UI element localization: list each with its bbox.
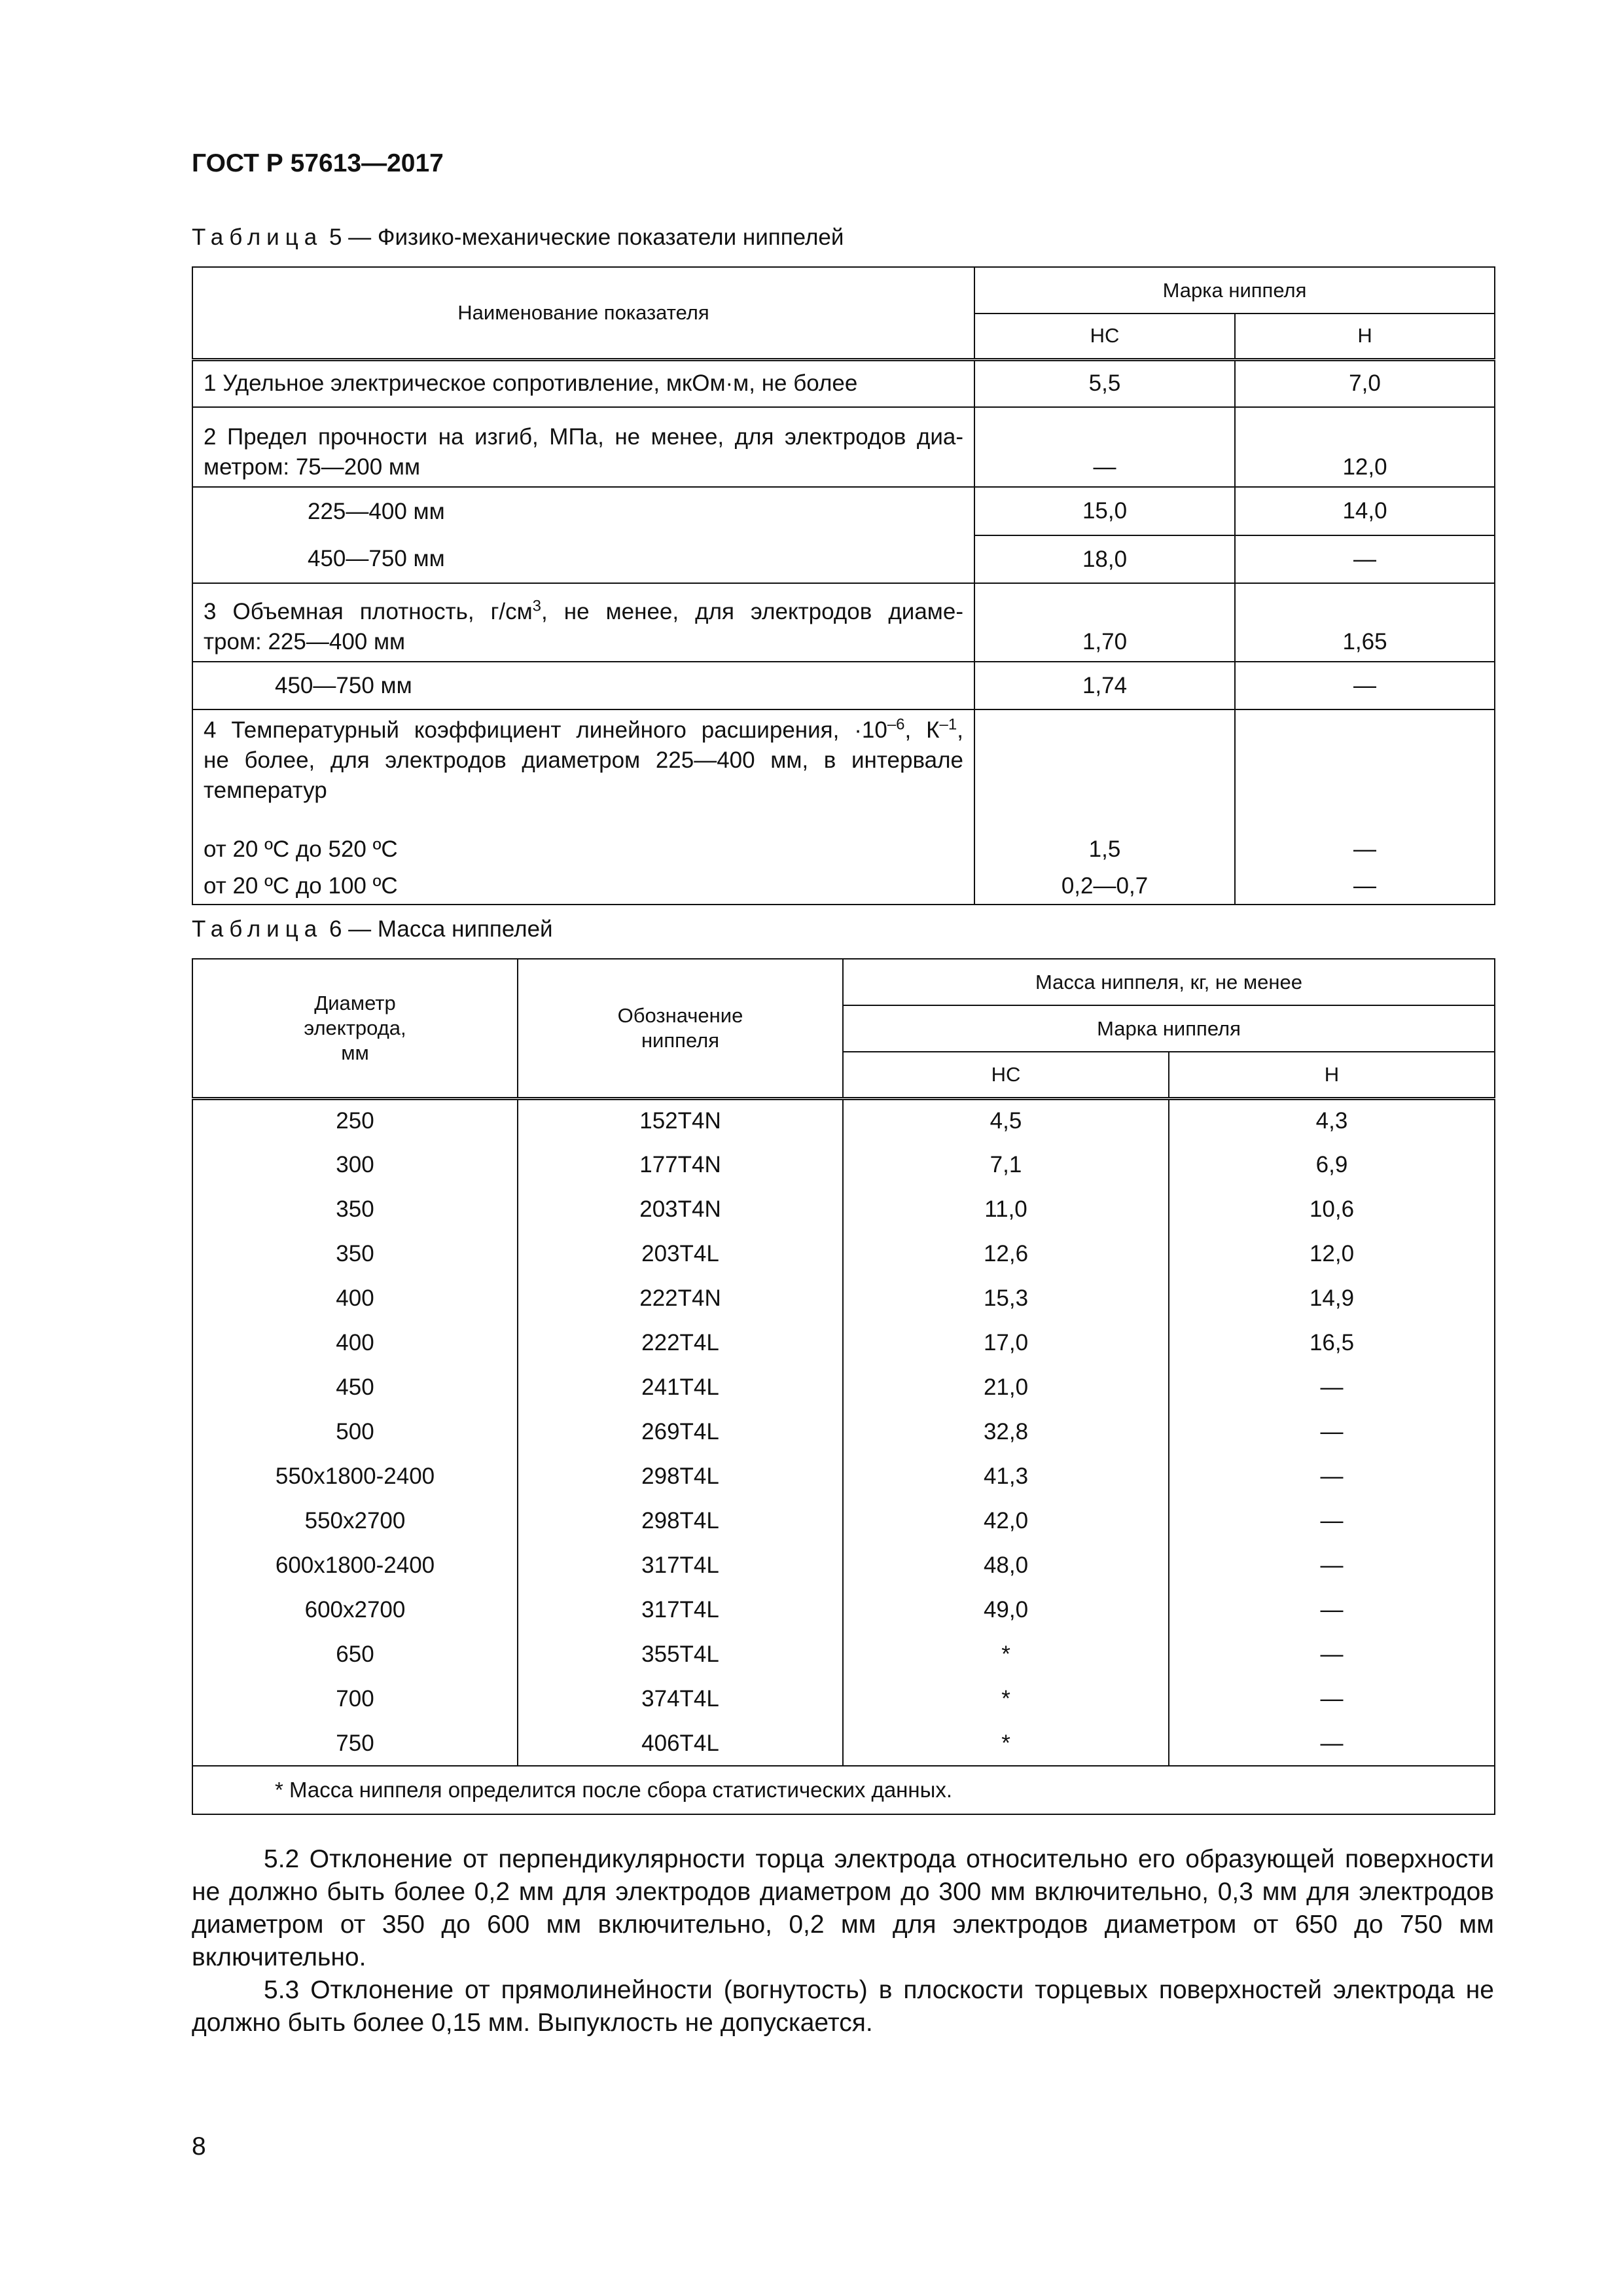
- table-row: [192, 1721, 1495, 1766]
- diameter-cell: 700: [192, 1677, 518, 1721]
- table-row: [192, 1632, 1495, 1677]
- table5-row: [192, 831, 1495, 868]
- designation-cell: 298T4L: [518, 1499, 843, 1543]
- table5-row4-nc-empty: [974, 709, 1235, 831]
- table5-row3-label: [192, 583, 974, 662]
- paragraph-5-2: [192, 1843, 1494, 1974]
- mass-n-cell: 4,3: [1169, 1098, 1495, 1143]
- table6-caption-title: 6 — Масса ниппелей: [323, 916, 553, 942]
- table-row: [192, 1187, 1495, 1232]
- table5-row: [192, 868, 1495, 905]
- table5-row1-label: 1 Удельное электрическое сопротивление, мкОм·м, не более: [192, 359, 974, 407]
- table-row: [192, 1499, 1495, 1543]
- table-row: [192, 1588, 1495, 1632]
- table5-row4-line2: не более, для электродов диаметром 225—400 мм, в интервале: [204, 747, 963, 773]
- table5-row2-sub2-label: 450—750 мм: [192, 535, 974, 583]
- mass-nc-cell: *: [843, 1721, 1169, 1766]
- diameter-cell: 400: [192, 1321, 518, 1365]
- table5-row: [192, 487, 1495, 535]
- table5-row2-nc: —: [974, 407, 1235, 487]
- designation-cell: 355T4L: [518, 1632, 843, 1677]
- diameter-cell: 300: [192, 1143, 518, 1187]
- table5-row4-n-empty: [1235, 709, 1495, 831]
- mass-nc-cell: 17,0: [843, 1321, 1169, 1365]
- table5-row2-sub1-nc: 15,0: [974, 487, 1235, 535]
- table-row: [192, 1098, 1495, 1143]
- diameter-cell: 550x1800-2400: [192, 1454, 518, 1499]
- designation-cell: 374T4L: [518, 1677, 843, 1721]
- table-row: [192, 1232, 1495, 1276]
- paragraph-5-3-text: 5.3 Отклонение от прямолинейности (вогнутость) в плоскости торцевых поверхностей электрода не должно быть более 0,15 мм. Выпуклость не допускается.: [192, 1976, 1494, 2037]
- mass-nc-cell: 15,3: [843, 1276, 1169, 1321]
- table6-col-designation: [518, 959, 843, 1098]
- designation-cell: 152T4N: [518, 1098, 843, 1143]
- mass-nc-cell: 42,0: [843, 1499, 1169, 1543]
- table6: [192, 958, 1495, 1815]
- table5-row2-label: [192, 407, 974, 487]
- table5-row3-line1: [204, 597, 963, 627]
- mass-n-cell: 6,9: [1169, 1143, 1495, 1187]
- mass-n-cell: 10,6: [1169, 1187, 1495, 1232]
- designation-cell: 203T4L: [518, 1232, 843, 1276]
- diameter-cell: 500: [192, 1410, 518, 1454]
- table5-row1-n: 7,0: [1235, 359, 1495, 407]
- standard-header: ГОСТ Р 57613—2017: [192, 149, 444, 177]
- table-row: [192, 1543, 1495, 1588]
- table5-row2-line1: 2 Предел прочности на изгиб, МПа, не менее, для электродов диа-: [204, 424, 963, 450]
- mass-nc-cell: 12,6: [843, 1232, 1169, 1276]
- mass-n-cell: —: [1169, 1721, 1495, 1766]
- mass-nc-cell: *: [843, 1677, 1169, 1721]
- diameter-cell: 400: [192, 1276, 518, 1321]
- mass-n-cell: 12,0: [1169, 1232, 1495, 1276]
- table5-col-group: Марка ниппеля: [974, 267, 1495, 314]
- mass-n-cell: —: [1169, 1365, 1495, 1410]
- table-row: [192, 1454, 1495, 1499]
- mass-n-cell: 14,9: [1169, 1276, 1495, 1321]
- table6-col-mass: Масса ниппеля, кг, не менее: [843, 959, 1495, 1005]
- table5-row3-line2: тром: 225—400 мм: [204, 629, 406, 655]
- mass-n-cell: —: [1169, 1454, 1495, 1499]
- mass-nc-cell: 48,0: [843, 1543, 1169, 1588]
- table5-row4-line3: температур: [204, 778, 327, 803]
- table5-row4-text-a: 4 Температурный коэффициент линейного расширения, ·10: [204, 717, 887, 743]
- diameter-cell: 750: [192, 1721, 518, 1766]
- mass-nc-cell: 11,0: [843, 1187, 1169, 1232]
- diameter-cell: 350: [192, 1187, 518, 1232]
- mass-nc-cell: 41,3: [843, 1454, 1169, 1499]
- diameter-cell: 650: [192, 1632, 518, 1677]
- table5-row: [192, 709, 1495, 831]
- table6-col-designation-l2: ниппеля: [641, 1028, 720, 1052]
- table5-row2-n: 12,0: [1235, 407, 1495, 487]
- table6-col-diameter-l3: мм: [341, 1041, 369, 1064]
- mass-nc-cell: *: [843, 1632, 1169, 1677]
- table5-row4-sub2-n: —: [1235, 868, 1495, 905]
- table6-col-diameter-l2: электрода,: [304, 1016, 406, 1039]
- designation-cell: 177T4N: [518, 1143, 843, 1187]
- page-number: 8: [192, 2132, 206, 2161]
- table5-caption-prefix: Таблица: [192, 224, 323, 250]
- table5-row3-sub1-n: —: [1235, 662, 1495, 709]
- diameter-cell: 550x2700: [192, 1499, 518, 1543]
- table5-caption-title: 5 — Физико-механические показатели ниппелей: [323, 224, 844, 250]
- designation-cell: 298T4L: [518, 1454, 843, 1499]
- designation-cell: 241T4L: [518, 1365, 843, 1410]
- diameter-cell: 600x2700: [192, 1588, 518, 1632]
- diameter-cell: 450: [192, 1365, 518, 1410]
- table5-row2-line2: метром: 75—200 мм: [204, 454, 421, 480]
- table5-row3-sub1-label: 450—750 мм: [192, 662, 974, 709]
- table-row: [192, 1143, 1495, 1187]
- designation-cell: 269T4L: [518, 1410, 843, 1454]
- table5-row: [192, 407, 1495, 487]
- table5-row: [192, 359, 1495, 407]
- table5-row: [192, 662, 1495, 709]
- mass-n-cell: 16,5: [1169, 1321, 1495, 1365]
- mass-n-cell: —: [1169, 1632, 1495, 1677]
- table5-row3-text-b: , не менее, для электродов диаме-: [541, 599, 963, 624]
- paragraph-5-2-text: 5.2 Отклонение от перпендикулярности торца электрода относительно его образующей поверхности не должно быть более 0,2 мм для электродов диаметром до 300 мм включительно, 0,3 мм для электродов диаметром от 350 до 600 мм включительно, 0,2 мм для электродов диаметром от 650 до 750 мм включительно.: [192, 1845, 1494, 1971]
- table6-col-n: Н: [1169, 1052, 1495, 1098]
- table6-col-designation-l1: Обозначение: [617, 1003, 743, 1027]
- table6-footnote: * Масса ниппеля определится после сбора статистических данных.: [192, 1766, 1495, 1814]
- table5-caption: [192, 224, 844, 251]
- table5-row4-text-b: , К: [904, 717, 940, 743]
- table5-row4-sub2-nc: 0,2—0,7: [974, 868, 1235, 905]
- table5-col-nc: НС: [974, 314, 1235, 359]
- table5-row2-sub2-nc: 18,0: [974, 535, 1235, 583]
- table-row: [192, 1276, 1495, 1321]
- table5-row2-sub1-label: 225—400 мм: [192, 487, 974, 535]
- table6-footnote-row: [192, 1766, 1495, 1814]
- table6-col-mark: Марка ниппеля: [843, 1005, 1495, 1052]
- table5-row: [192, 535, 1495, 583]
- table-row: [192, 1410, 1495, 1454]
- mass-n-cell: —: [1169, 1543, 1495, 1588]
- mass-n-cell: —: [1169, 1588, 1495, 1632]
- table5: [192, 266, 1495, 905]
- mass-nc-cell: 4,5: [843, 1098, 1169, 1143]
- table5-row4-sub1-label: от 20 ºС до 520 ºС: [192, 831, 974, 868]
- table5-col-name: Наименование показателя: [192, 267, 974, 359]
- table5-row2-sub1-n: 14,0: [1235, 487, 1495, 535]
- table5-row3-nc: 1,70: [974, 583, 1235, 662]
- table5-row4-line1: [204, 715, 963, 745]
- designation-cell: 222T4L: [518, 1321, 843, 1365]
- table5-row4-label: [192, 709, 974, 831]
- table5-row4-sup1: –6: [887, 715, 905, 734]
- table5-row1-nc: 5,5: [974, 359, 1235, 407]
- paragraph-5-3: [192, 1974, 1494, 2039]
- designation-cell: 406T4L: [518, 1721, 843, 1766]
- table5-row4-sub1-n: —: [1235, 831, 1495, 868]
- diameter-cell: 250: [192, 1098, 518, 1143]
- table5-row4-text-c: ,: [957, 717, 963, 743]
- table5-row: [192, 583, 1495, 662]
- table-row: [192, 1365, 1495, 1410]
- designation-cell: 203T4N: [518, 1187, 843, 1232]
- table5-row4-sub2-label: от 20 ºС до 100 ºС: [192, 868, 974, 905]
- table5-col-n: Н: [1235, 314, 1495, 359]
- designation-cell: 317T4L: [518, 1543, 843, 1588]
- table5-row3-sup: 3: [532, 597, 542, 615]
- mass-n-cell: —: [1169, 1410, 1495, 1454]
- table6-body: [192, 1098, 1495, 1766]
- table6-col-nc: НС: [843, 1052, 1169, 1098]
- mass-n-cell: —: [1169, 1677, 1495, 1721]
- table6-col-diameter: [192, 959, 518, 1098]
- table5-row3-n: 1,65: [1235, 583, 1495, 662]
- table6-caption-prefix: Таблица: [192, 916, 323, 942]
- table6-col-diameter-l1: Диаметр: [314, 991, 396, 1014]
- diameter-cell: 600x1800-2400: [192, 1543, 518, 1588]
- table5-row3-text-a: 3 Объемная плотность, г/см: [204, 599, 533, 624]
- table-row: [192, 1677, 1495, 1721]
- table5-row4-sup2: –1: [939, 715, 957, 734]
- table-row: [192, 1321, 1495, 1365]
- table6-caption: [192, 916, 553, 942]
- designation-cell: 317T4L: [518, 1588, 843, 1632]
- mass-nc-cell: 21,0: [843, 1365, 1169, 1410]
- table5-row2-sub2-n: —: [1235, 535, 1495, 583]
- designation-cell: 222T4N: [518, 1276, 843, 1321]
- mass-nc-cell: 32,8: [843, 1410, 1169, 1454]
- mass-n-cell: —: [1169, 1499, 1495, 1543]
- table5-row4-sub1-nc: 1,5: [974, 831, 1235, 868]
- mass-nc-cell: 49,0: [843, 1588, 1169, 1632]
- diameter-cell: 350: [192, 1232, 518, 1276]
- table5-row3-sub1-nc: 1,74: [974, 662, 1235, 709]
- mass-nc-cell: 7,1: [843, 1143, 1169, 1187]
